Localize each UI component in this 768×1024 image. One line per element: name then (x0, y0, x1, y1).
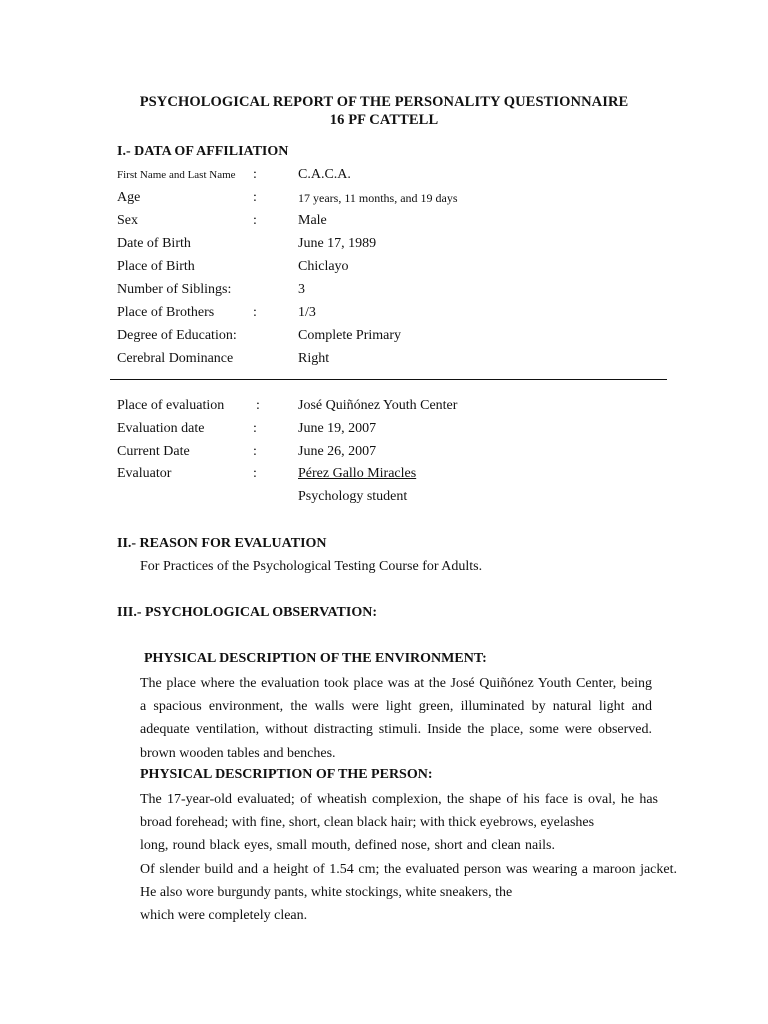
paragraph-line: long, round black eyes, small mouth, defined nose, short and clean nails. (140, 838, 555, 854)
paragraph-line: The 17-year-old evaluated; of wheatish complexion, the shape of his face is oval, he has (140, 792, 658, 807)
row-value: Right (298, 351, 330, 366)
paragraph-line: broad forehead; with fine, short, clean black hair; with thick eyebrows, eyelashes (140, 815, 595, 831)
row-colon: : (253, 466, 257, 481)
row-label: Number of Siblings: (117, 282, 232, 297)
reason-text: For Practices of the Psychological Testing Course for Adults. (140, 559, 483, 574)
row-label: First Name and Last Name (117, 169, 236, 181)
row-value: Pérez Gallo Miracles (298, 466, 417, 481)
row-value: June 26, 2007 (298, 444, 377, 459)
data-row-birth-place (117, 259, 677, 279)
data-row-current-date (117, 444, 677, 464)
subheading-person: PHYSICAL DESCRIPTION OF THE PERSON: (140, 767, 433, 782)
paragraph-line: The place where the evaluation took place was at the José Quiñónez Youth Center, being (140, 676, 652, 691)
row-label: Date of Birth (117, 236, 191, 251)
data-row-name (117, 167, 677, 187)
row-label: Age (117, 190, 141, 205)
row-value: 3 (298, 282, 305, 297)
section-heading-reason: II.- REASON FOR EVALUATION (117, 536, 327, 551)
row-label: Sex (117, 213, 138, 228)
environment-paragraph (140, 672, 652, 765)
data-row-sex (117, 213, 677, 233)
data-row-evaluator (117, 466, 677, 486)
horizontal-divider (110, 379, 667, 380)
section-heading-observation: III.- PSYCHOLOGICAL OBSERVATION: (117, 605, 377, 620)
data-row-birth-date (117, 236, 677, 256)
row-label: Place of evaluation (117, 398, 225, 413)
data-row-evaluator-role (117, 489, 677, 509)
row-value: Male (298, 213, 327, 228)
row-colon: : (253, 167, 257, 182)
data-row-eval-place (117, 398, 677, 418)
paragraph-line: adequate ventilation, without distracting stimuli. Inside the place, some were observed. (140, 722, 652, 738)
paragraph-line: Of slender build and a height of 1.54 cm; the evaluated person was wearing a maroon jacket. (140, 861, 677, 877)
row-label: Cerebral Dominance (117, 351, 234, 366)
row-label: Current Date (117, 444, 190, 459)
report-title: PSYCHOLOGICAL REPORT OF THE PERSONALITY QUESTIONNAIRE (139, 94, 629, 110)
paragraph-line: a spacious environment, the walls were light green, illuminated by natural light and (140, 699, 652, 715)
data-row-age (117, 190, 677, 210)
data-row-dominance (117, 351, 677, 371)
row-value: Psychology student (298, 489, 408, 504)
row-value: 17 years, 11 months, and 19 days (298, 191, 458, 205)
report-subtitle: 16 PF CATTELL (329, 112, 439, 128)
paragraph-line: He also wore burgundy pants, white stockings, white sneakers, the (140, 884, 513, 900)
row-value: Chiclayo (298, 259, 349, 274)
row-label: Place of Brothers (117, 305, 215, 320)
row-colon: : (253, 421, 257, 436)
row-value: Complete Primary (298, 328, 402, 343)
row-colon: : (253, 190, 257, 205)
row-value: June 17, 1989 (298, 236, 377, 251)
row-colon: : (253, 305, 257, 320)
row-label: Degree of Education: (117, 328, 237, 343)
person-paragraph (140, 788, 677, 927)
row-colon: : (253, 444, 257, 459)
row-label: Evaluation date (117, 421, 205, 436)
row-label: Evaluator (117, 466, 172, 481)
row-value: C.A.C.A. (298, 167, 351, 182)
row-label: Place of Birth (117, 259, 195, 274)
row-value: José Quiñónez Youth Center (298, 398, 458, 413)
row-value: June 19, 2007 (298, 421, 377, 436)
data-row-brothers-place (117, 305, 677, 325)
subheading-environment: PHYSICAL DESCRIPTION OF THE ENVIRONMENT: (144, 651, 487, 666)
row-colon: : (256, 398, 260, 413)
data-row-eval-date (117, 421, 677, 441)
paragraph-line: which were completely clean. (140, 907, 308, 923)
section-heading-affiliation: I.- DATA OF AFFILIATION (117, 144, 289, 159)
data-row-education (117, 328, 677, 348)
row-value: 1/3 (298, 305, 316, 320)
data-row-siblings (117, 282, 677, 302)
row-colon: : (253, 213, 257, 228)
paragraph-line: brown wooden tables and benches. (140, 745, 336, 761)
